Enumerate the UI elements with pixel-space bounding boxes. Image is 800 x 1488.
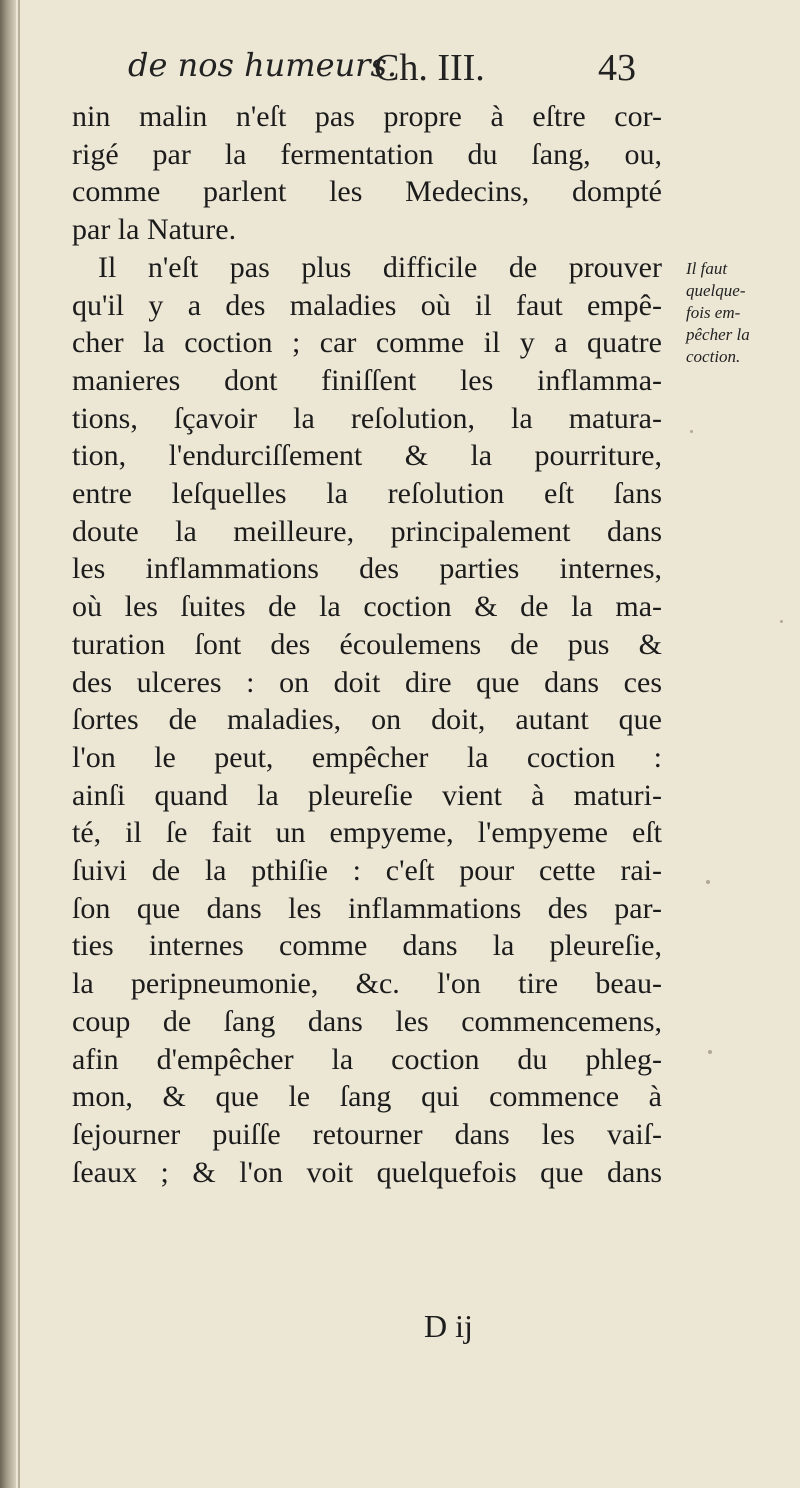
marginal-note-line: quelque-	[686, 281, 746, 300]
running-title: de nos humeurs.	[128, 46, 398, 84]
text-line: entre leſquelles la reſolution eſt ſans	[72, 477, 662, 511]
paper-speck	[706, 880, 710, 884]
text-line: turation ſont des écoulemens de pus &	[72, 627, 662, 661]
text-line: manieres dont finiſſent les inflamma-	[72, 363, 662, 397]
text-line: cher la coction ; car comme il y a quatre	[72, 326, 662, 360]
text-line: afin d'empêcher la coction du phleg-	[72, 1042, 662, 1076]
text-line: par la Nature.	[72, 213, 237, 247]
text-line: où les ſuites de la coction & de la ma-	[72, 590, 662, 624]
text-line: tion, l'endurciſſement & la pourriture,	[72, 439, 662, 473]
page-gutter-shadow	[0, 0, 16, 1488]
text-line: ſortes de maladies, on doit, autant que	[72, 703, 662, 737]
marginal-note-line: coction.	[686, 347, 741, 366]
chapter-number: Ch. III.	[374, 47, 485, 89]
text-line: ſejourner puiſſe retourner dans les vaiſ-	[72, 1117, 662, 1151]
text-line: Il n'eſt pas plus difficile de prouver	[98, 250, 662, 284]
signature-mark: D ij	[424, 1308, 473, 1344]
text-line: rigé par la fermentation du ſang, ou,	[72, 137, 662, 171]
text-line: des ulceres : on doit dire que dans ces	[72, 665, 662, 699]
paper-speck	[690, 430, 693, 433]
marginal-note-line: Il faut	[686, 259, 728, 278]
page-header	[128, 46, 668, 96]
text-line: comme parlent les Medecins, dompté	[72, 175, 662, 209]
text-line: ſon que dans les inflammations des par-	[72, 891, 662, 925]
text-line: qu'il y a des maladies où il faut empê-	[72, 288, 662, 322]
marginal-note-line: pêcher la	[686, 325, 750, 344]
marginal-note	[686, 258, 786, 368]
text-line: té, il ſe fait un empyeme, l'empyeme eſt	[72, 816, 662, 850]
text-line: doute la meilleure, principalement dans	[72, 514, 662, 548]
text-line: ſeaux ; & l'on voit quelquefois que dans	[72, 1155, 662, 1189]
text-line: tions, ſçavoir la reſolution, la matura-	[72, 401, 662, 435]
marginal-note-line: fois em-	[686, 303, 741, 322]
gutter-edge	[18, 0, 20, 1488]
text-line: coup de ſang dans les commencemens,	[72, 1004, 662, 1038]
text-line: la peripneumonie, &c. l'on tire beau-	[72, 967, 662, 1001]
paper-speck	[708, 1050, 712, 1054]
body-text	[72, 98, 662, 1191]
text-line: mon, & que le ſang qui commence à	[72, 1080, 662, 1114]
text-line: les inflammations des parties internes,	[72, 552, 662, 586]
text-line: ſuivi de la pthiſie : c'eſt pour cette rai-	[72, 854, 662, 888]
text-line: l'on le peut, empêcher la coction :	[72, 740, 662, 774]
text-line: ainſi quand la pleureſie vient à maturi-	[72, 778, 662, 812]
text-line: ties internes comme dans la pleureſie,	[72, 929, 662, 963]
page-number: 43	[598, 47, 636, 89]
paper-speck	[780, 620, 783, 623]
text-line: nin malin n'eſt pas propre à eſtre cor-	[72, 100, 662, 133]
